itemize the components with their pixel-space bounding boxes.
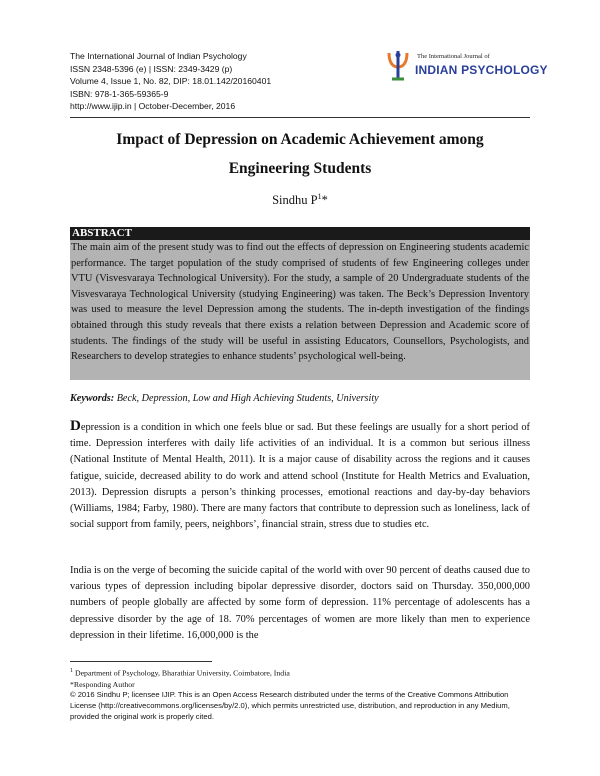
header-rule bbox=[70, 117, 530, 118]
journal-name: The International Journal of Indian Psychology bbox=[70, 51, 247, 61]
abstract-heading: ABSTRACT bbox=[70, 227, 530, 240]
license-notice: © 2016 Sindhu P; licensee IJIP. This is an Open Access Research distributed under the terms of the Creative Commons Attribution License (http://creativecommons.org/licenses/by/2.0), which permits unrestricted use, distribution, and reproduction in any Medium, provided the original work is properly cited. bbox=[70, 690, 510, 721]
url-date-line: http://www.ijip.in | October-December, 2016 bbox=[70, 101, 236, 112]
paragraph-1-text: epression is a condition in which one feels blue or sad. But these feelings are usually for a short period of time. Depression interferes with daily life activities of an individual. It is a common but serious illness (National Institute of Mental Health, 2011). It is a major cause of disability across the regions and it causes fatigue, suicide, decreased ability to do work and attend school (Institute for Health Metrics and Evaluation, 2013). Depression disrupts a person’s thinking processes, emotional reactions and day-by-day behaviors (Williams, 1984; Farby, 1980). There are many factors that contribute to depression such as loneliness, lack of social support from family, peers, neighbors’, financial strain, stress due to studies etc. bbox=[70, 422, 530, 531]
journal-info bbox=[70, 50, 271, 113]
footnote-1-mark: 1 bbox=[70, 668, 73, 674]
body-paragraph-1 bbox=[70, 418, 530, 533]
author-corresponding-mark: * bbox=[321, 193, 328, 208]
title-line-1: Impact of Depression on Academic Achievement among bbox=[116, 131, 484, 148]
footnote-responding: *Responding Author bbox=[70, 679, 135, 689]
author-affiliation-mark: 1 bbox=[317, 192, 322, 201]
footnotes bbox=[70, 666, 530, 690]
author-line bbox=[70, 192, 530, 208]
author-name: Sindhu P bbox=[272, 193, 318, 208]
journal-logo bbox=[383, 49, 548, 85]
issn-line: ISSN 2348-5396 (e) | ISSN: 2349-3429 (p) bbox=[70, 63, 233, 74]
logo-title: INDIAN PSYCHOLOGY bbox=[415, 63, 548, 77]
isbn-line: ISBN: 978-1-365-59365-9 bbox=[70, 88, 169, 99]
keywords-text: Beck, Depression, Low and High Achieving Students, University bbox=[114, 393, 379, 404]
footnote-1 bbox=[70, 666, 530, 679]
drop-cap: D bbox=[70, 418, 81, 434]
keywords-label: Keywords: bbox=[70, 393, 115, 404]
article-title bbox=[70, 125, 530, 183]
trident-icon bbox=[383, 49, 413, 85]
abstract-text: The main aim of the present study was to find out the effects of depression on Engineering students academic performance. The target population of the study comprised of students of few Engineering colleges under VTU (Visvesvaraya Technological University). For the study, a sample of 20 Undergraduate students of the Visvesvaraya Technological University (studying Engineering) was taken. The Beck’s Depression Inventory was used to measure the level Depression among the students. The in-depth investigation of the findings obtained through this study reveals that there exists a relation between Depression and Academic score of students. The findings of the study will be useful in assisting Educators, Counsellors, Psychologists, and Researchers to develop strategies to enhance students’ psychological well-being. bbox=[70, 240, 530, 380]
logo-subtitle: The International Journal of bbox=[417, 53, 490, 60]
volume-line: Volume 4, Issue 1, No. 82, DIP: 18.01.142/20160401 bbox=[70, 76, 272, 87]
footnote-1-text: Department of Psychology, Bharathiar University, Coimbatore, India bbox=[73, 668, 290, 678]
keywords bbox=[70, 393, 530, 404]
body-paragraph-2: India is on the verge of becoming the suicide capital of the world with over 90 percent of deaths caused due to various types of depression including bipolar depressive disorder, doctors said on Thursday. 350,000,000 numbers of people globally are affected by some form of depression. 11% percentage of adolescents has a depressive disorder by the age of 18. 70% percentages of women are more likely than men to experience depression in their lifetime. 16,000,000 is the bbox=[70, 565, 530, 641]
footnote-rule bbox=[70, 661, 212, 662]
title-line-2: Engineering Students bbox=[228, 160, 372, 177]
